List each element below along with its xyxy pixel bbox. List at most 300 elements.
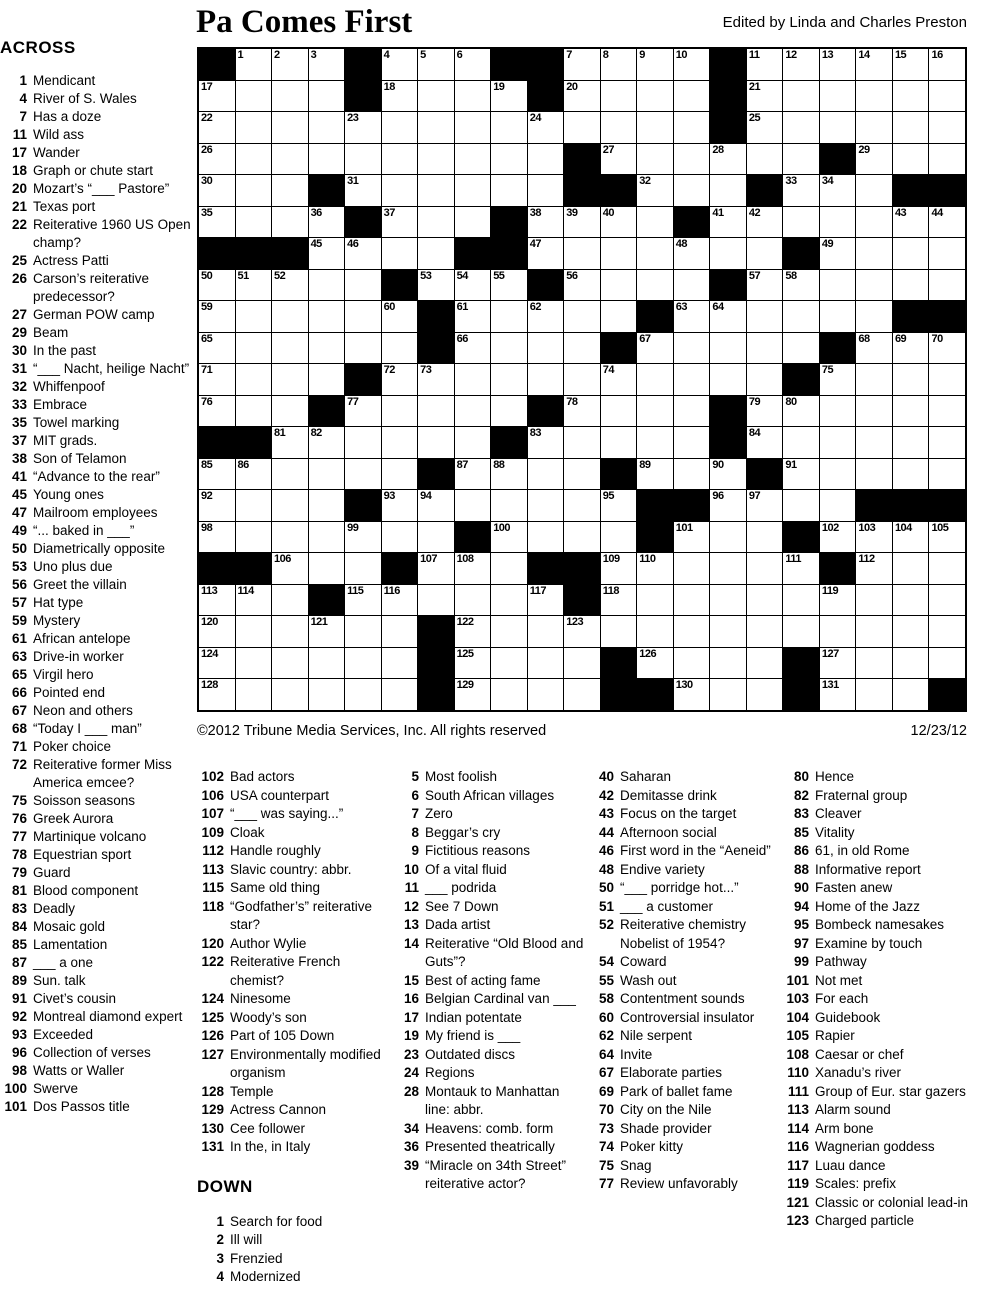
grid-cell[interactable] bbox=[929, 364, 965, 395]
grid-cell[interactable] bbox=[783, 175, 819, 206]
grid-cell[interactable] bbox=[491, 333, 527, 364]
grid-cell[interactable] bbox=[309, 364, 345, 395]
grid-cell[interactable] bbox=[528, 238, 564, 269]
grid-cell[interactable] bbox=[820, 679, 856, 710]
grid-cell[interactable] bbox=[236, 207, 272, 238]
grid-cell[interactable] bbox=[309, 553, 345, 584]
grid-cell[interactable] bbox=[382, 238, 418, 269]
grid-cell[interactable] bbox=[820, 112, 856, 143]
grid-cell[interactable] bbox=[929, 585, 965, 616]
grid-cell[interactable] bbox=[747, 616, 783, 647]
grid-cell[interactable] bbox=[272, 648, 308, 679]
grid-cell[interactable] bbox=[309, 427, 345, 458]
grid-cell[interactable] bbox=[382, 396, 418, 427]
grid-cell[interactable] bbox=[236, 112, 272, 143]
grid-cell[interactable] bbox=[783, 459, 819, 490]
grid-cell[interactable] bbox=[747, 648, 783, 679]
grid-cell[interactable] bbox=[783, 616, 819, 647]
grid-cell[interactable] bbox=[236, 396, 272, 427]
grid-cell[interactable] bbox=[455, 175, 491, 206]
grid-cell[interactable] bbox=[491, 364, 527, 395]
grid-cell[interactable] bbox=[893, 144, 929, 175]
grid-cell[interactable] bbox=[710, 333, 746, 364]
grid-cell[interactable] bbox=[929, 427, 965, 458]
grid-cell[interactable] bbox=[856, 427, 892, 458]
grid-cell[interactable] bbox=[820, 616, 856, 647]
grid-cell[interactable] bbox=[674, 333, 710, 364]
grid-cell[interactable] bbox=[455, 396, 491, 427]
grid-cell[interactable] bbox=[199, 81, 235, 112]
grid-cell[interactable] bbox=[236, 679, 272, 710]
grid-cell[interactable] bbox=[272, 490, 308, 521]
grid-cell[interactable] bbox=[345, 648, 381, 679]
grid-cell[interactable] bbox=[272, 144, 308, 175]
grid-cell[interactable] bbox=[491, 112, 527, 143]
grid-cell[interactable] bbox=[309, 459, 345, 490]
grid-cell[interactable] bbox=[893, 49, 929, 80]
grid-cell[interactable] bbox=[491, 553, 527, 584]
grid-cell[interactable] bbox=[528, 679, 564, 710]
grid-cell[interactable] bbox=[528, 112, 564, 143]
grid-cell[interactable] bbox=[856, 522, 892, 553]
grid-cell[interactable] bbox=[345, 553, 381, 584]
grid-cell[interactable] bbox=[272, 270, 308, 301]
grid-cell[interactable] bbox=[783, 301, 819, 332]
grid-cell[interactable] bbox=[455, 553, 491, 584]
grid-cell[interactable] bbox=[637, 553, 673, 584]
grid-cell[interactable] bbox=[747, 333, 783, 364]
grid-cell[interactable] bbox=[747, 427, 783, 458]
grid-cell[interactable] bbox=[528, 490, 564, 521]
grid-cell[interactable] bbox=[893, 112, 929, 143]
grid-cell[interactable] bbox=[491, 616, 527, 647]
grid-cell[interactable] bbox=[382, 144, 418, 175]
grid-cell[interactable] bbox=[199, 207, 235, 238]
grid-cell[interactable] bbox=[382, 175, 418, 206]
grid-cell[interactable] bbox=[637, 238, 673, 269]
grid-cell[interactable] bbox=[309, 238, 345, 269]
grid-cell[interactable] bbox=[491, 396, 527, 427]
grid-cell[interactable] bbox=[637, 270, 673, 301]
grid-cell[interactable] bbox=[564, 112, 600, 143]
grid-cell[interactable] bbox=[199, 585, 235, 616]
grid-cell[interactable] bbox=[199, 679, 235, 710]
grid-cell[interactable] bbox=[455, 270, 491, 301]
grid-cell[interactable] bbox=[820, 364, 856, 395]
grid-cell[interactable] bbox=[418, 81, 454, 112]
grid-cell[interactable] bbox=[747, 81, 783, 112]
grid-cell[interactable] bbox=[929, 396, 965, 427]
grid-cell[interactable] bbox=[783, 144, 819, 175]
grid-cell[interactable] bbox=[345, 585, 381, 616]
grid-cell[interactable] bbox=[418, 585, 454, 616]
grid-cell[interactable] bbox=[601, 616, 637, 647]
grid-cell[interactable] bbox=[747, 679, 783, 710]
grid-cell[interactable] bbox=[272, 585, 308, 616]
grid-cell[interactable] bbox=[345, 679, 381, 710]
grid-cell[interactable] bbox=[528, 648, 564, 679]
grid-cell[interactable] bbox=[820, 270, 856, 301]
grid-cell[interactable] bbox=[929, 81, 965, 112]
grid-cell[interactable] bbox=[455, 207, 491, 238]
grid-cell[interactable] bbox=[564, 270, 600, 301]
grid-cell[interactable] bbox=[783, 49, 819, 80]
grid-cell[interactable] bbox=[272, 459, 308, 490]
grid-cell[interactable] bbox=[747, 522, 783, 553]
grid-cell[interactable] bbox=[674, 679, 710, 710]
grid-cell[interactable] bbox=[637, 396, 673, 427]
grid-cell[interactable] bbox=[418, 490, 454, 521]
grid-cell[interactable] bbox=[272, 175, 308, 206]
grid-cell[interactable] bbox=[783, 553, 819, 584]
grid-cell[interactable] bbox=[893, 81, 929, 112]
grid-cell[interactable] bbox=[564, 207, 600, 238]
grid-cell[interactable] bbox=[564, 301, 600, 332]
grid-cell[interactable] bbox=[710, 301, 746, 332]
grid-cell[interactable] bbox=[345, 616, 381, 647]
grid-cell[interactable] bbox=[272, 49, 308, 80]
grid-cell[interactable] bbox=[455, 585, 491, 616]
grid-cell[interactable] bbox=[674, 81, 710, 112]
grid-cell[interactable] bbox=[856, 679, 892, 710]
grid-cell[interactable] bbox=[455, 333, 491, 364]
grid-cell[interactable] bbox=[309, 679, 345, 710]
grid-cell[interactable] bbox=[564, 648, 600, 679]
grid-cell[interactable] bbox=[747, 270, 783, 301]
grid-cell[interactable] bbox=[455, 427, 491, 458]
grid-cell[interactable] bbox=[637, 648, 673, 679]
grid-cell[interactable] bbox=[783, 81, 819, 112]
grid-cell[interactable] bbox=[929, 616, 965, 647]
grid-cell[interactable] bbox=[674, 553, 710, 584]
grid-cell[interactable] bbox=[236, 175, 272, 206]
grid-cell[interactable] bbox=[272, 616, 308, 647]
grid-cell[interactable] bbox=[674, 112, 710, 143]
grid-cell[interactable] bbox=[929, 207, 965, 238]
grid-cell[interactable] bbox=[929, 144, 965, 175]
grid-cell[interactable] bbox=[455, 364, 491, 395]
grid-cell[interactable] bbox=[747, 49, 783, 80]
grid-cell[interactable] bbox=[820, 301, 856, 332]
grid-cell[interactable] bbox=[637, 49, 673, 80]
grid-cell[interactable] bbox=[199, 522, 235, 553]
grid-cell[interactable] bbox=[528, 585, 564, 616]
grid-cell[interactable] bbox=[236, 144, 272, 175]
grid-cell[interactable] bbox=[236, 490, 272, 521]
grid-cell[interactable] bbox=[856, 144, 892, 175]
grid-cell[interactable] bbox=[674, 585, 710, 616]
grid-cell[interactable] bbox=[893, 396, 929, 427]
grid-cell[interactable] bbox=[637, 81, 673, 112]
grid-cell[interactable] bbox=[382, 81, 418, 112]
grid-cell[interactable] bbox=[637, 585, 673, 616]
grid-cell[interactable] bbox=[820, 238, 856, 269]
grid-cell[interactable] bbox=[309, 616, 345, 647]
grid-cell[interactable] bbox=[893, 364, 929, 395]
grid-cell[interactable] bbox=[455, 301, 491, 332]
grid-cell[interactable] bbox=[637, 427, 673, 458]
grid-cell[interactable] bbox=[674, 49, 710, 80]
grid-cell[interactable] bbox=[710, 175, 746, 206]
grid-cell[interactable] bbox=[820, 648, 856, 679]
grid-cell[interactable] bbox=[564, 522, 600, 553]
grid-cell[interactable] bbox=[382, 459, 418, 490]
grid-cell[interactable] bbox=[601, 112, 637, 143]
grid-cell[interactable] bbox=[747, 238, 783, 269]
grid-cell[interactable] bbox=[309, 49, 345, 80]
grid-cell[interactable] bbox=[382, 616, 418, 647]
grid-cell[interactable] bbox=[272, 333, 308, 364]
grid-cell[interactable] bbox=[564, 427, 600, 458]
grid-cell[interactable] bbox=[564, 364, 600, 395]
grid-cell[interactable] bbox=[856, 616, 892, 647]
grid-cell[interactable] bbox=[674, 301, 710, 332]
grid-cell[interactable] bbox=[710, 553, 746, 584]
grid-cell[interactable] bbox=[199, 144, 235, 175]
grid-cell[interactable] bbox=[601, 144, 637, 175]
grid-cell[interactable] bbox=[455, 616, 491, 647]
grid-cell[interactable] bbox=[674, 616, 710, 647]
grid-cell[interactable] bbox=[929, 522, 965, 553]
grid-cell[interactable] bbox=[601, 207, 637, 238]
grid-cell[interactable] bbox=[236, 270, 272, 301]
grid-cell[interactable] bbox=[710, 364, 746, 395]
grid-cell[interactable] bbox=[747, 301, 783, 332]
grid-cell[interactable] bbox=[929, 270, 965, 301]
grid-cell[interactable] bbox=[747, 207, 783, 238]
grid-cell[interactable] bbox=[783, 112, 819, 143]
grid-cell[interactable] bbox=[199, 648, 235, 679]
grid-cell[interactable] bbox=[747, 553, 783, 584]
grid-cell[interactable] bbox=[345, 112, 381, 143]
grid-cell[interactable] bbox=[601, 427, 637, 458]
grid-cell[interactable] bbox=[309, 207, 345, 238]
grid-cell[interactable] bbox=[710, 490, 746, 521]
grid-cell[interactable] bbox=[856, 364, 892, 395]
grid-cell[interactable] bbox=[564, 679, 600, 710]
grid-cell[interactable] bbox=[820, 459, 856, 490]
grid-cell[interactable] bbox=[455, 144, 491, 175]
grid-cell[interactable] bbox=[893, 459, 929, 490]
grid-cell[interactable] bbox=[528, 207, 564, 238]
grid-cell[interactable] bbox=[199, 301, 235, 332]
grid-cell[interactable] bbox=[601, 364, 637, 395]
grid-cell[interactable] bbox=[236, 459, 272, 490]
grid-cell[interactable] bbox=[820, 585, 856, 616]
grid-cell[interactable] bbox=[272, 81, 308, 112]
grid-cell[interactable] bbox=[820, 427, 856, 458]
grid-cell[interactable] bbox=[929, 553, 965, 584]
grid-cell[interactable] bbox=[893, 270, 929, 301]
grid-cell[interactable] bbox=[455, 648, 491, 679]
grid-cell[interactable] bbox=[309, 490, 345, 521]
grid-cell[interactable] bbox=[528, 522, 564, 553]
grid-cell[interactable] bbox=[491, 459, 527, 490]
grid-cell[interactable] bbox=[272, 301, 308, 332]
grid-cell[interactable] bbox=[820, 396, 856, 427]
grid-cell[interactable] bbox=[199, 270, 235, 301]
grid-cell[interactable] bbox=[455, 490, 491, 521]
grid-cell[interactable] bbox=[199, 333, 235, 364]
grid-cell[interactable] bbox=[382, 301, 418, 332]
grid-cell[interactable] bbox=[309, 301, 345, 332]
grid-cell[interactable] bbox=[528, 427, 564, 458]
grid-cell[interactable] bbox=[783, 396, 819, 427]
grid-cell[interactable] bbox=[674, 270, 710, 301]
grid-cell[interactable] bbox=[747, 144, 783, 175]
grid-cell[interactable] bbox=[491, 175, 527, 206]
grid-cell[interactable] bbox=[564, 490, 600, 521]
grid-cell[interactable] bbox=[856, 301, 892, 332]
grid-cell[interactable] bbox=[272, 522, 308, 553]
grid-cell[interactable] bbox=[382, 207, 418, 238]
grid-cell[interactable] bbox=[199, 616, 235, 647]
grid-cell[interactable] bbox=[674, 175, 710, 206]
grid-cell[interactable] bbox=[820, 522, 856, 553]
grid-cell[interactable] bbox=[564, 459, 600, 490]
grid-cell[interactable] bbox=[783, 270, 819, 301]
grid-cell[interactable] bbox=[272, 364, 308, 395]
grid-cell[interactable] bbox=[856, 112, 892, 143]
grid-cell[interactable] bbox=[856, 553, 892, 584]
grid-cell[interactable] bbox=[637, 112, 673, 143]
grid-cell[interactable] bbox=[820, 490, 856, 521]
grid-cell[interactable] bbox=[345, 144, 381, 175]
grid-cell[interactable] bbox=[236, 364, 272, 395]
grid-cell[interactable] bbox=[491, 585, 527, 616]
grid-cell[interactable] bbox=[382, 49, 418, 80]
grid-cell[interactable] bbox=[236, 301, 272, 332]
grid-cell[interactable] bbox=[747, 364, 783, 395]
grid-cell[interactable] bbox=[236, 585, 272, 616]
grid-cell[interactable] bbox=[929, 49, 965, 80]
grid-cell[interactable] bbox=[199, 490, 235, 521]
grid-cell[interactable] bbox=[418, 396, 454, 427]
grid-cell[interactable] bbox=[710, 144, 746, 175]
grid-cell[interactable] bbox=[856, 585, 892, 616]
grid-cell[interactable] bbox=[345, 522, 381, 553]
grid-cell[interactable] bbox=[929, 459, 965, 490]
grid-cell[interactable] bbox=[564, 333, 600, 364]
grid-cell[interactable] bbox=[637, 333, 673, 364]
grid-cell[interactable] bbox=[418, 207, 454, 238]
grid-cell[interactable] bbox=[601, 585, 637, 616]
grid-cell[interactable] bbox=[893, 616, 929, 647]
grid-cell[interactable] bbox=[309, 144, 345, 175]
grid-cell[interactable] bbox=[528, 175, 564, 206]
grid-cell[interactable] bbox=[637, 364, 673, 395]
grid-cell[interactable] bbox=[674, 238, 710, 269]
grid-cell[interactable] bbox=[674, 396, 710, 427]
grid-cell[interactable] bbox=[637, 616, 673, 647]
grid-cell[interactable] bbox=[309, 333, 345, 364]
grid-cell[interactable] bbox=[747, 396, 783, 427]
grid-cell[interactable] bbox=[856, 207, 892, 238]
grid-cell[interactable] bbox=[199, 364, 235, 395]
grid-cell[interactable] bbox=[710, 238, 746, 269]
grid-cell[interactable] bbox=[820, 175, 856, 206]
grid-cell[interactable] bbox=[601, 270, 637, 301]
grid-cell[interactable] bbox=[528, 144, 564, 175]
grid-cell[interactable] bbox=[418, 175, 454, 206]
grid-cell[interactable] bbox=[455, 459, 491, 490]
grid-cell[interactable] bbox=[783, 585, 819, 616]
grid-cell[interactable] bbox=[893, 553, 929, 584]
grid-cell[interactable] bbox=[820, 207, 856, 238]
grid-cell[interactable] bbox=[601, 522, 637, 553]
grid-cell[interactable] bbox=[783, 427, 819, 458]
grid-cell[interactable] bbox=[382, 522, 418, 553]
grid-cell[interactable] bbox=[710, 207, 746, 238]
grid-cell[interactable] bbox=[345, 333, 381, 364]
grid-cell[interactable] bbox=[309, 648, 345, 679]
grid-cell[interactable] bbox=[601, 238, 637, 269]
grid-cell[interactable] bbox=[491, 679, 527, 710]
grid-cell[interactable] bbox=[710, 648, 746, 679]
grid-cell[interactable] bbox=[929, 648, 965, 679]
grid-cell[interactable] bbox=[382, 679, 418, 710]
grid-cell[interactable] bbox=[455, 112, 491, 143]
crossword-grid[interactable] bbox=[197, 47, 967, 712]
grid-cell[interactable] bbox=[418, 144, 454, 175]
grid-cell[interactable] bbox=[309, 112, 345, 143]
grid-cell[interactable] bbox=[491, 270, 527, 301]
grid-cell[interactable] bbox=[491, 522, 527, 553]
grid-cell[interactable] bbox=[418, 112, 454, 143]
grid-cell[interactable] bbox=[710, 459, 746, 490]
grid-cell[interactable] bbox=[710, 616, 746, 647]
grid-cell[interactable] bbox=[418, 270, 454, 301]
grid-cell[interactable] bbox=[272, 207, 308, 238]
grid-cell[interactable] bbox=[601, 553, 637, 584]
grid-cell[interactable] bbox=[199, 459, 235, 490]
grid-cell[interactable] bbox=[856, 49, 892, 80]
grid-cell[interactable] bbox=[783, 207, 819, 238]
grid-cell[interactable] bbox=[272, 679, 308, 710]
grid-cell[interactable] bbox=[345, 301, 381, 332]
grid-cell[interactable] bbox=[236, 333, 272, 364]
grid-cell[interactable] bbox=[345, 238, 381, 269]
grid-cell[interactable] bbox=[382, 427, 418, 458]
grid-cell[interactable] bbox=[345, 459, 381, 490]
grid-cell[interactable] bbox=[564, 396, 600, 427]
grid-cell[interactable] bbox=[637, 175, 673, 206]
grid-cell[interactable] bbox=[491, 648, 527, 679]
grid-cell[interactable] bbox=[856, 81, 892, 112]
grid-cell[interactable] bbox=[528, 616, 564, 647]
grid-cell[interactable] bbox=[236, 49, 272, 80]
grid-cell[interactable] bbox=[418, 364, 454, 395]
grid-cell[interactable] bbox=[710, 585, 746, 616]
grid-cell[interactable] bbox=[309, 81, 345, 112]
grid-cell[interactable] bbox=[382, 490, 418, 521]
grid-cell[interactable] bbox=[856, 333, 892, 364]
grid-cell[interactable] bbox=[382, 364, 418, 395]
grid-cell[interactable] bbox=[893, 648, 929, 679]
grid-cell[interactable] bbox=[601, 301, 637, 332]
grid-cell[interactable] bbox=[528, 333, 564, 364]
grid-cell[interactable] bbox=[601, 396, 637, 427]
grid-cell[interactable] bbox=[893, 522, 929, 553]
grid-cell[interactable] bbox=[893, 238, 929, 269]
grid-cell[interactable] bbox=[272, 112, 308, 143]
grid-cell[interactable] bbox=[747, 112, 783, 143]
grid-cell[interactable] bbox=[455, 49, 491, 80]
grid-cell[interactable] bbox=[674, 364, 710, 395]
grid-cell[interactable] bbox=[929, 333, 965, 364]
grid-cell[interactable] bbox=[528, 459, 564, 490]
grid-cell[interactable] bbox=[345, 270, 381, 301]
